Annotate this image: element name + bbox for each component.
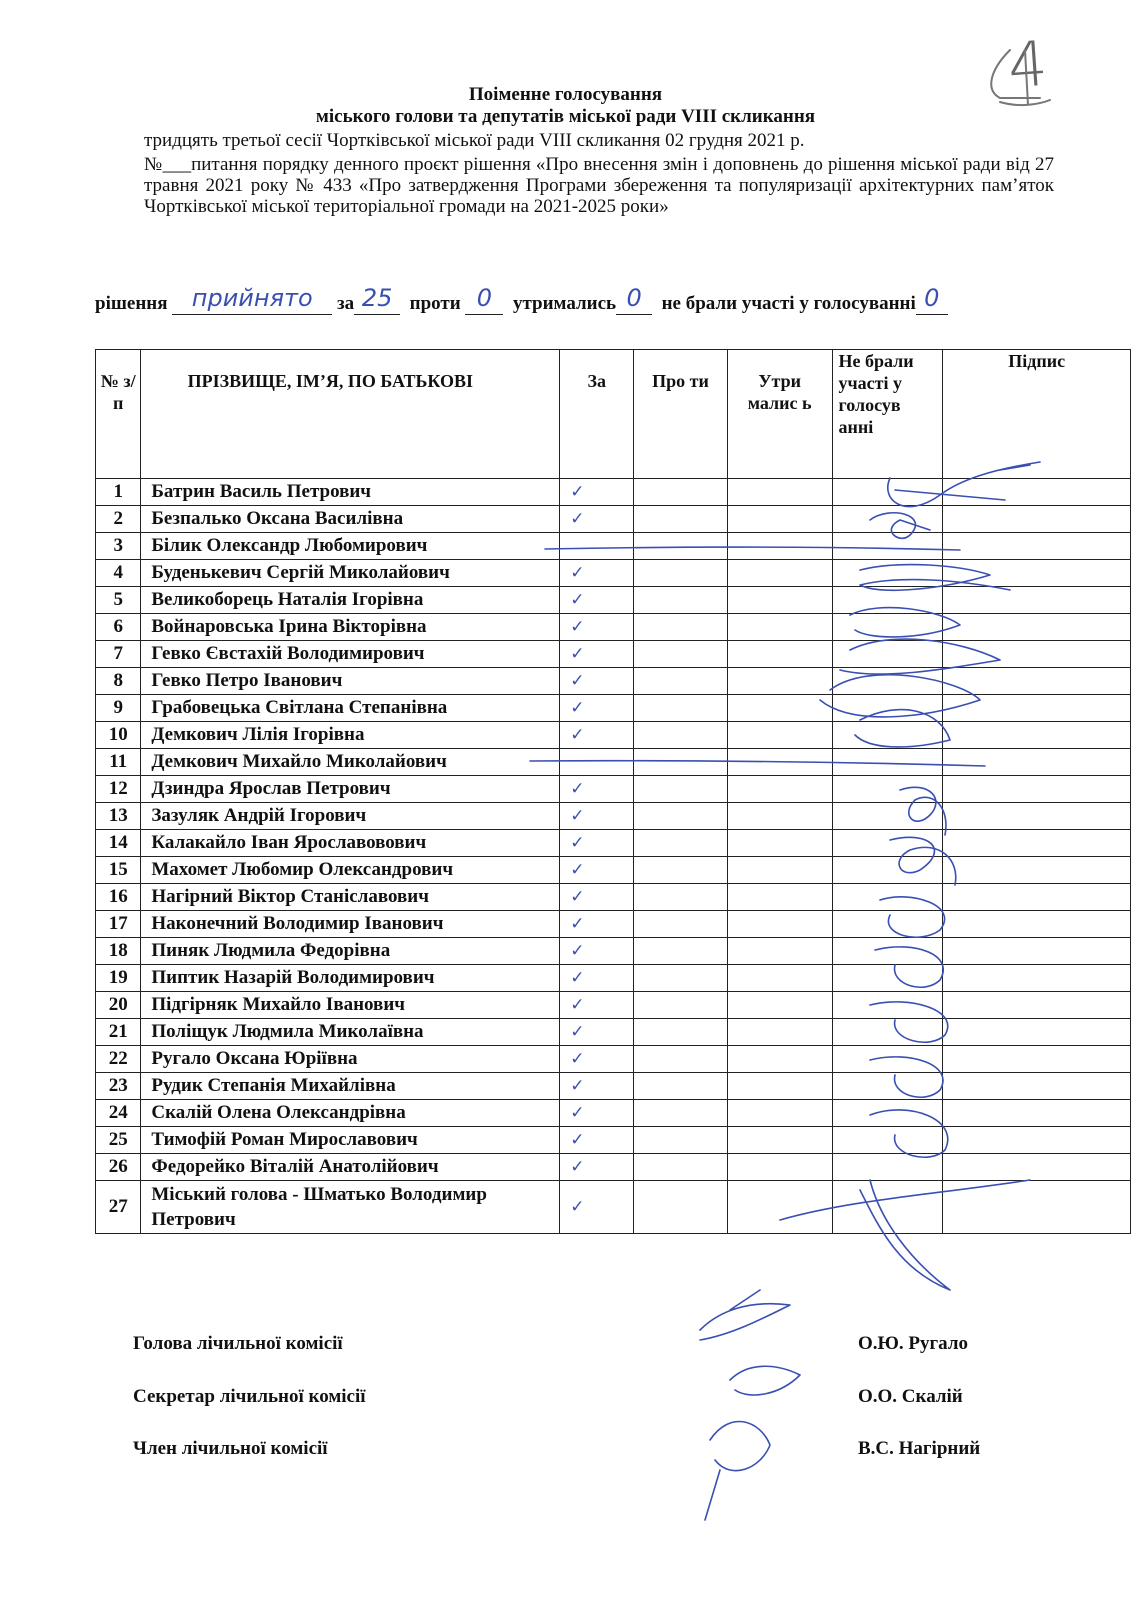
agenda-text: №___питання порядку денного проєкт рішення «Про внесення змін і доповнень до рішення міської ради від 27 травня 2021 року № 433 «Про затвердження Програми збереження та популяризації архітектурних пам’яток Чортківської міської територіальної громади на 2021-2025 роки» xyxy=(144,154,1054,217)
row-vote-proty xyxy=(634,695,728,722)
row-vote-za: ✓ xyxy=(560,830,634,857)
row-vote-za: ✓ xyxy=(560,1073,634,1100)
row-signature xyxy=(943,1100,1131,1127)
row-name: Федорейко Віталій Анатолійович xyxy=(141,1154,560,1181)
row-vote-za: ✓ xyxy=(560,641,634,668)
row-number: 23 xyxy=(96,1073,141,1100)
row-signature xyxy=(943,830,1131,857)
row-vote-za: ✓ xyxy=(560,722,634,749)
row-vote-utrymalys xyxy=(727,965,832,992)
row-vote-za: ✓ xyxy=(560,911,634,938)
header-name: ПРІЗВИЩЕ, ІМ’Я, ПО БАТЬКОВІ xyxy=(141,350,560,479)
row-vote-ne-braly xyxy=(832,776,943,803)
row-vote-proty xyxy=(634,1100,728,1127)
table-row xyxy=(96,668,1131,695)
row-number: 5 xyxy=(96,587,141,614)
row-vote-za: ✓ xyxy=(560,992,634,1019)
header-no: № з/п xyxy=(96,350,141,479)
row-signature xyxy=(943,749,1131,776)
row-vote-ne-braly xyxy=(832,506,943,533)
row-vote-utrymalys xyxy=(727,479,832,506)
header-za: За xyxy=(560,350,634,479)
row-number: 14 xyxy=(96,830,141,857)
utrymalys-label: утримались xyxy=(512,293,617,314)
row-vote-utrymalys xyxy=(727,938,832,965)
ne-braly-label: не брали участі у голосуванні xyxy=(661,293,916,314)
row-number: 21 xyxy=(96,1019,141,1046)
row-vote-ne-braly xyxy=(832,884,943,911)
row-vote-ne-braly xyxy=(832,560,943,587)
row-signature xyxy=(943,587,1131,614)
row-name: Безпалько Оксана Василівна xyxy=(141,506,560,533)
row-vote-ne-braly xyxy=(832,857,943,884)
commission-head-name: О.Ю. Ругало xyxy=(858,1333,968,1354)
row-signature xyxy=(943,668,1131,695)
row-vote-ne-braly xyxy=(832,830,943,857)
row-signature xyxy=(943,506,1131,533)
row-name: Білик Олександр Любомирович xyxy=(141,533,560,560)
table-row xyxy=(96,1073,1131,1100)
row-vote-utrymalys xyxy=(727,1019,832,1046)
table-row xyxy=(96,1154,1131,1181)
row-vote-ne-braly xyxy=(832,803,943,830)
row-signature xyxy=(943,1181,1131,1234)
row-signature xyxy=(943,560,1131,587)
row-vote-utrymalys xyxy=(727,911,832,938)
row-vote-za: ✓ xyxy=(560,1127,634,1154)
row-vote-ne-braly xyxy=(832,587,943,614)
row-vote-za: ✓ xyxy=(560,1019,634,1046)
row-number: 20 xyxy=(96,992,141,1019)
row-number: 22 xyxy=(96,1046,141,1073)
row-name: Пиняк Людмила Федорівна xyxy=(141,938,560,965)
ne-braly-value: 0 xyxy=(924,284,940,312)
row-vote-za: ✓ xyxy=(560,965,634,992)
row-vote-ne-braly xyxy=(832,749,943,776)
row-name: Грабовецька Світлана Степанівна xyxy=(141,695,560,722)
row-signature xyxy=(943,938,1131,965)
row-name: Тимофій Роман Мирославович xyxy=(141,1127,560,1154)
header-ne-braly: Не брали участі у голосув анні xyxy=(832,350,943,479)
row-vote-proty xyxy=(634,1019,728,1046)
row-vote-ne-braly xyxy=(832,1154,943,1181)
row-vote-utrymalys xyxy=(727,1181,832,1234)
proty-label: проти xyxy=(409,293,461,314)
header-signature: Підпис xyxy=(943,350,1131,479)
row-signature xyxy=(943,1046,1131,1073)
table-row xyxy=(96,695,1131,722)
row-vote-za: ✓ xyxy=(560,938,634,965)
row-number: 9 xyxy=(96,695,141,722)
table-row xyxy=(96,614,1131,641)
table-row xyxy=(96,992,1131,1019)
row-number: 12 xyxy=(96,776,141,803)
table-row xyxy=(96,938,1131,965)
table-row xyxy=(96,911,1131,938)
voting-table xyxy=(95,349,1131,1234)
row-vote-proty xyxy=(634,1127,728,1154)
row-number: 4 xyxy=(96,560,141,587)
row-vote-za: ✓ xyxy=(560,1154,634,1181)
row-vote-ne-braly xyxy=(832,1046,943,1073)
table-row xyxy=(96,803,1131,830)
row-name: Великоборець Наталія Ігорівна xyxy=(141,587,560,614)
header-proty: Про ти xyxy=(634,350,728,479)
row-vote-za: ✓ xyxy=(560,857,634,884)
row-name: Гевко Петро Іванович xyxy=(141,668,560,695)
document-title: Поіменне голосування xyxy=(468,84,663,105)
row-vote-ne-braly xyxy=(832,965,943,992)
row-vote-utrymalys xyxy=(727,1046,832,1073)
row-name: Буденькевич Сергій Миколайович xyxy=(141,560,560,587)
row-vote-utrymalys xyxy=(727,803,832,830)
table-row xyxy=(96,506,1131,533)
table-row xyxy=(96,641,1131,668)
row-vote-proty xyxy=(634,641,728,668)
table-row xyxy=(96,560,1131,587)
row-name: Батрин Василь Петрович xyxy=(141,479,560,506)
row-vote-za xyxy=(560,533,634,560)
table-row xyxy=(96,776,1131,803)
row-signature xyxy=(943,776,1131,803)
row-vote-ne-braly xyxy=(832,938,943,965)
row-signature xyxy=(943,1154,1131,1181)
row-signature xyxy=(943,641,1131,668)
row-name: Нагірний Віктор Станіславович xyxy=(141,884,560,911)
row-signature xyxy=(943,1019,1131,1046)
table-row xyxy=(96,1019,1131,1046)
row-vote-proty xyxy=(634,965,728,992)
row-vote-za: ✓ xyxy=(560,587,634,614)
row-name: Наконечний Володимир Іванович xyxy=(141,911,560,938)
page-number: 4 xyxy=(1005,26,1050,103)
table-row xyxy=(96,830,1131,857)
commission-head-label: Голова лічильної комісії xyxy=(133,1333,343,1354)
table-row xyxy=(96,1181,1131,1234)
row-vote-ne-braly xyxy=(832,1127,943,1154)
row-vote-ne-braly xyxy=(832,911,943,938)
row-signature xyxy=(943,479,1131,506)
row-number: 11 xyxy=(96,749,141,776)
row-vote-ne-braly xyxy=(832,1181,943,1234)
row-number: 6 xyxy=(96,614,141,641)
row-vote-utrymalys xyxy=(727,830,832,857)
row-name: Поліщук Людмила Миколаївна xyxy=(141,1019,560,1046)
za-label: за xyxy=(337,293,355,314)
row-name: Калакайло Іван Ярославовович xyxy=(141,830,560,857)
row-vote-utrymalys xyxy=(727,506,832,533)
row-number: 26 xyxy=(96,1154,141,1181)
row-vote-utrymalys xyxy=(727,776,832,803)
row-number: 2 xyxy=(96,506,141,533)
row-number: 24 xyxy=(96,1100,141,1127)
table-row xyxy=(96,587,1131,614)
row-number: 27 xyxy=(96,1181,141,1234)
row-number: 13 xyxy=(96,803,141,830)
row-name: Пиптик Назарій Володимирович xyxy=(141,965,560,992)
row-vote-za: ✓ xyxy=(560,506,634,533)
row-number: 1 xyxy=(96,479,141,506)
row-number: 3 xyxy=(96,533,141,560)
row-vote-proty xyxy=(634,1046,728,1073)
row-number: 18 xyxy=(96,938,141,965)
za-field xyxy=(354,284,400,315)
row-vote-ne-braly xyxy=(832,992,943,1019)
row-vote-za: ✓ xyxy=(560,560,634,587)
row-vote-ne-braly xyxy=(832,668,943,695)
row-vote-ne-braly xyxy=(832,695,943,722)
row-signature xyxy=(943,884,1131,911)
table-row xyxy=(96,857,1131,884)
row-vote-ne-braly xyxy=(832,641,943,668)
row-vote-utrymalys xyxy=(727,722,832,749)
row-vote-proty xyxy=(634,884,728,911)
row-vote-za xyxy=(560,749,634,776)
proty-field xyxy=(465,284,503,315)
table-row xyxy=(96,749,1131,776)
row-vote-utrymalys xyxy=(727,1073,832,1100)
row-number: 19 xyxy=(96,965,141,992)
row-number: 17 xyxy=(96,911,141,938)
table-row xyxy=(96,1100,1131,1127)
row-vote-utrymalys xyxy=(727,560,832,587)
member-label: Член лічильної комісії xyxy=(133,1438,328,1459)
row-vote-za: ✓ xyxy=(560,668,634,695)
row-signature xyxy=(943,803,1131,830)
row-vote-proty xyxy=(634,668,728,695)
row-name: Міський голова - Шматько Володимир Петрович xyxy=(141,1181,560,1234)
row-vote-utrymalys xyxy=(727,1154,832,1181)
row-vote-ne-braly xyxy=(832,1073,943,1100)
row-name: Войнаровська Ірина Вікторівна xyxy=(141,614,560,641)
row-vote-utrymalys xyxy=(727,533,832,560)
decision-line xyxy=(95,284,948,315)
row-vote-proty xyxy=(634,1073,728,1100)
decision-result: прийнято xyxy=(191,284,313,312)
row-vote-utrymalys xyxy=(727,668,832,695)
table-row xyxy=(96,533,1131,560)
row-vote-za: ✓ xyxy=(560,479,634,506)
row-signature xyxy=(943,695,1131,722)
row-vote-za: ✓ xyxy=(560,1181,634,1234)
row-vote-proty xyxy=(634,533,728,560)
row-number: 8 xyxy=(96,668,141,695)
session-line: тридцять третьої сесії Чортківської міської ради VIII скликання 02 грудня 2021 р. xyxy=(144,130,805,151)
za-value: 25 xyxy=(361,284,393,312)
row-number: 16 xyxy=(96,884,141,911)
row-vote-proty xyxy=(634,722,728,749)
row-name: Скалій Олена Олександрівна xyxy=(141,1100,560,1127)
proty-value: 0 xyxy=(476,284,493,312)
row-vote-proty xyxy=(634,911,728,938)
row-vote-proty xyxy=(634,560,728,587)
decision-label: рішення xyxy=(95,293,168,314)
row-signature xyxy=(943,533,1131,560)
row-name: Ругало Оксана Юріївна xyxy=(141,1046,560,1073)
document-subtitle: міського голови та депутатів міської ради VIII скликання xyxy=(315,106,816,127)
row-vote-proty xyxy=(634,749,728,776)
row-vote-proty xyxy=(634,506,728,533)
row-vote-ne-braly xyxy=(832,533,943,560)
header-utrymalys: Утри малис ь xyxy=(727,350,832,479)
row-vote-za: ✓ xyxy=(560,884,634,911)
row-vote-utrymalys xyxy=(727,587,832,614)
row-name: Дзиндра Ярослав Петрович xyxy=(141,776,560,803)
row-name: Демкович Лілія Ігорівна xyxy=(141,722,560,749)
row-vote-utrymalys xyxy=(727,641,832,668)
row-vote-proty xyxy=(634,587,728,614)
row-vote-utrymalys xyxy=(727,992,832,1019)
table-row xyxy=(96,1046,1131,1073)
row-name: Махомет Любомир Олександрович xyxy=(141,857,560,884)
row-name: Зазуляк Андрій Ігорович xyxy=(141,803,560,830)
row-vote-ne-braly xyxy=(832,479,943,506)
row-vote-proty xyxy=(634,614,728,641)
row-number: 7 xyxy=(96,641,141,668)
row-vote-ne-braly xyxy=(832,614,943,641)
row-vote-proty xyxy=(634,830,728,857)
row-vote-za: ✓ xyxy=(560,776,634,803)
row-vote-utrymalys xyxy=(727,884,832,911)
row-vote-utrymalys xyxy=(727,857,832,884)
row-vote-proty xyxy=(634,938,728,965)
secretary-name: О.О. Скалій xyxy=(858,1386,963,1407)
row-vote-proty xyxy=(634,857,728,884)
row-vote-za: ✓ xyxy=(560,614,634,641)
row-vote-proty xyxy=(634,1181,728,1234)
member-name: В.С. Нагірний xyxy=(858,1438,981,1459)
table-row xyxy=(96,884,1131,911)
row-signature xyxy=(943,992,1131,1019)
row-vote-za: ✓ xyxy=(560,695,634,722)
table-row xyxy=(96,965,1131,992)
row-signature xyxy=(943,722,1131,749)
row-signature xyxy=(943,857,1131,884)
row-vote-utrymalys xyxy=(727,749,832,776)
row-vote-utrymalys xyxy=(727,1127,832,1154)
row-name: Гевко Євстахій Володимирович xyxy=(141,641,560,668)
row-signature xyxy=(943,911,1131,938)
row-vote-ne-braly xyxy=(832,722,943,749)
secretary-label: Секретар лічильної комісії xyxy=(133,1386,366,1407)
table-row xyxy=(96,1127,1131,1154)
row-vote-utrymalys xyxy=(727,695,832,722)
row-vote-proty xyxy=(634,776,728,803)
row-vote-proty xyxy=(634,479,728,506)
utrymalys-field xyxy=(616,284,652,315)
row-name: Демкович Михайло Миколайович xyxy=(141,749,560,776)
row-signature xyxy=(943,614,1131,641)
row-signature xyxy=(943,965,1131,992)
ne-braly-field xyxy=(916,284,948,315)
row-signature xyxy=(943,1073,1131,1100)
row-vote-za: ✓ xyxy=(560,1046,634,1073)
utrymalys-value: 0 xyxy=(626,284,642,312)
row-vote-proty xyxy=(634,803,728,830)
table-row xyxy=(96,722,1131,749)
row-name: Підгірняк Михайло Іванович xyxy=(141,992,560,1019)
decision-result-field xyxy=(172,284,332,315)
row-vote-ne-braly xyxy=(832,1019,943,1046)
table-row xyxy=(96,479,1131,506)
row-number: 15 xyxy=(96,857,141,884)
row-vote-za: ✓ xyxy=(560,803,634,830)
row-vote-proty xyxy=(634,1154,728,1181)
row-vote-za: ✓ xyxy=(560,1100,634,1127)
row-name: Рудик Степанія Михайлівна xyxy=(141,1073,560,1100)
row-number: 25 xyxy=(96,1127,141,1154)
row-vote-utrymalys xyxy=(727,614,832,641)
row-signature xyxy=(943,1127,1131,1154)
row-number: 10 xyxy=(96,722,141,749)
row-vote-ne-braly xyxy=(832,1100,943,1127)
row-vote-utrymalys xyxy=(727,1100,832,1127)
row-vote-proty xyxy=(634,992,728,1019)
